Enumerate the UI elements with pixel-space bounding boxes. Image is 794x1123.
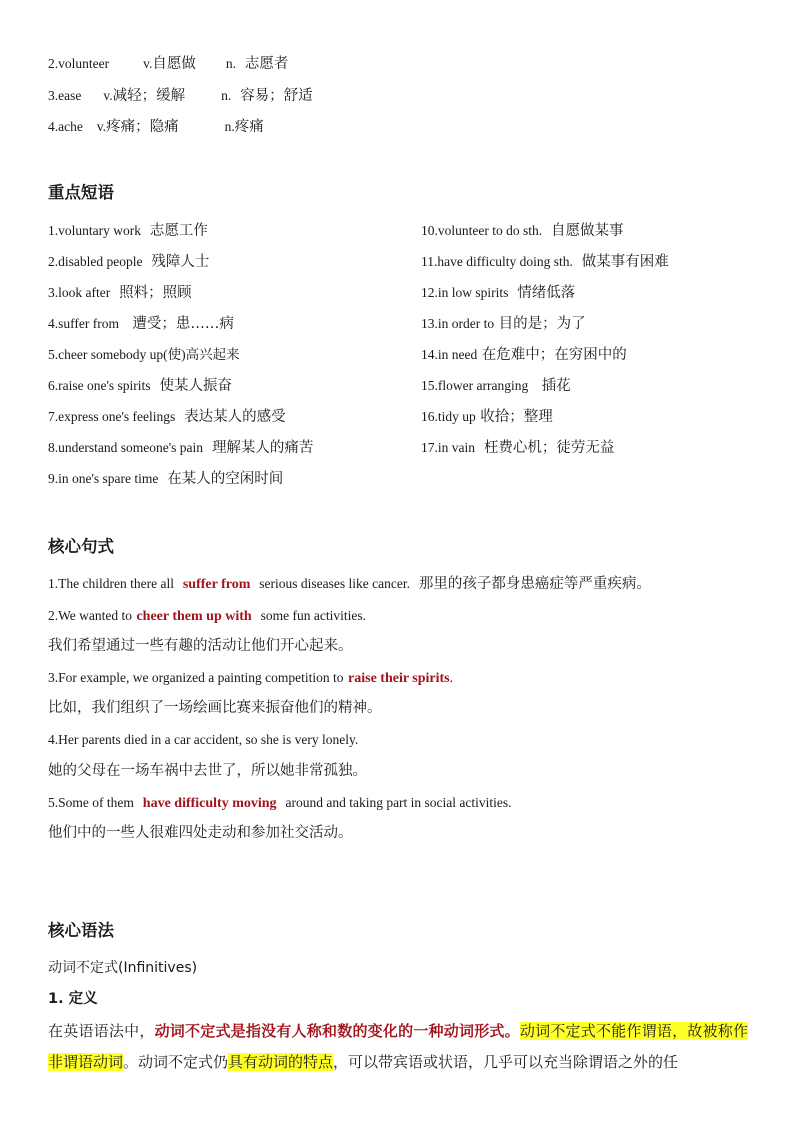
- phrase-item: 4.suffer from 遭受；患……病: [48, 316, 234, 332]
- phrase-item: 1.voluntary work 志愿工作: [48, 223, 208, 239]
- definition-heading: 1. 定义: [48, 991, 98, 1007]
- key-phrase: raise their spirits: [348, 671, 450, 686]
- vocab-meaning: 容易；舒适: [240, 88, 313, 104]
- sentence-5: 5.Some of them have difficulty moving around and taking part in social activities.: [48, 795, 512, 811]
- sentence-3: 3.For example, we organized a painting competition to raise their spirits.: [48, 670, 454, 686]
- phrase-item: 15.flower arranging 插花: [421, 378, 571, 394]
- phrase-item: 10.volunteer to do sth. 自愿做某事: [421, 223, 624, 239]
- vocab-row: [48, 86, 313, 106]
- vocab-word: 2.volunteer: [48, 56, 110, 71]
- vocab-pos: n.: [225, 56, 236, 71]
- vocab-pos: n.: [224, 119, 235, 134]
- grammar-topic: 动词不定式(Infinitives): [48, 960, 198, 976]
- sentence-3-translation: 比如，我们组织了一场绘画比赛来振奋他们的精神。: [48, 700, 382, 716]
- sentence-2-translation: 我们希望通过一些有趣的活动让他们开心起来。: [48, 638, 353, 654]
- vocab-meaning: 志愿者: [244, 56, 289, 72]
- phrase-item: 6.raise one's spirits 使某人振奋: [48, 378, 232, 394]
- vocab-meaning: 减轻；缓解: [112, 88, 186, 104]
- sentence-4: 4.Her parents died in a car accident, so she is very lonely.: [48, 732, 359, 747]
- key-phrase: suffer from: [182, 577, 251, 592]
- vocab-word: 4.ache: [48, 119, 83, 134]
- vocab-meaning: 自愿做: [152, 56, 196, 72]
- sentence-2: 2.We wanted to cheer them up with some fun activities.: [48, 608, 366, 624]
- vocab-meaning: 疼痛；隐痛: [106, 119, 179, 135]
- phrase-item: 17.in vain 枉费心机；徒劳无益: [421, 440, 615, 456]
- phrase-item: 2.disabled people 残障人士: [48, 254, 210, 270]
- phrase-item: 9.in one's spare time 在某人的空闲时间: [48, 471, 284, 487]
- sentence-4-translation: 她的父母在一场车祸中去世了，所以她非常孤独。: [48, 763, 367, 779]
- sentence-5-translation: 他们中的一些人很难四处走动和参加社交活动。: [48, 825, 353, 841]
- phrase-item: 8.understand someone's pain 理解某人的痛苦: [48, 440, 314, 456]
- definition-paragraph: 在英语语法中，动词不定式是指没有人称和数的变化的一种动词形式。动词不定式不能作谓语，故被称作非谓语动词。动词不定式仍具有动词的特点，可以带宾语或状语，几乎可以充当除谓语之外的任: [48, 1022, 748, 1071]
- section-heading-sentences: 核心句式: [48, 537, 114, 556]
- definition-highlight: 具有动词的特点: [228, 1053, 334, 1071]
- phrase-item: 7.express one's feelings 表达某人的感受: [48, 409, 286, 425]
- vocab-pos: n.: [221, 88, 232, 103]
- phrase-item: 14.in need 在危难中；在穷困中的: [421, 347, 627, 363]
- section-heading-grammar: 核心语法: [48, 921, 114, 940]
- vocab-pos: v.: [143, 56, 153, 71]
- definition-emphasis: 动词不定式是指没有人称和数的变化的一种动词形式。: [154, 1022, 520, 1040]
- phrase-item: 16.tidy up 收拾；整理: [421, 409, 553, 425]
- phrase-item: 11.have difficulty doing sth. 做某事有困难: [421, 254, 669, 270]
- vocab-pos: v.: [96, 119, 107, 134]
- phrase-item: 13.in order to 目的是；为了: [421, 316, 586, 332]
- vocab-pos: v.: [103, 88, 113, 103]
- vocab-word: 3.ease: [48, 88, 82, 103]
- section-heading-phrases: 重点短语: [48, 183, 114, 202]
- key-phrase: have difficulty moving: [142, 796, 277, 811]
- phrase-item: 5.cheer somebody up(使)高兴起来: [48, 347, 240, 362]
- phrase-item: 12.in low spirits 情绪低落: [421, 285, 576, 301]
- phrase-item: 3.look after 照料；照顾: [48, 285, 192, 301]
- vocab-row: [48, 117, 264, 137]
- key-phrase: cheer them up with: [136, 609, 252, 624]
- vocab-meaning: 疼痛: [234, 119, 264, 135]
- vocab-row: [48, 54, 288, 74]
- sentence-1: 1.The children there all suffer from serious diseases like cancer. 那里的孩子都身患癌症等严重疾病。: [48, 576, 651, 592]
- definition-highlight: 动词不定式不能作谓语，故被称作非谓语动词: [48, 1022, 748, 1071]
